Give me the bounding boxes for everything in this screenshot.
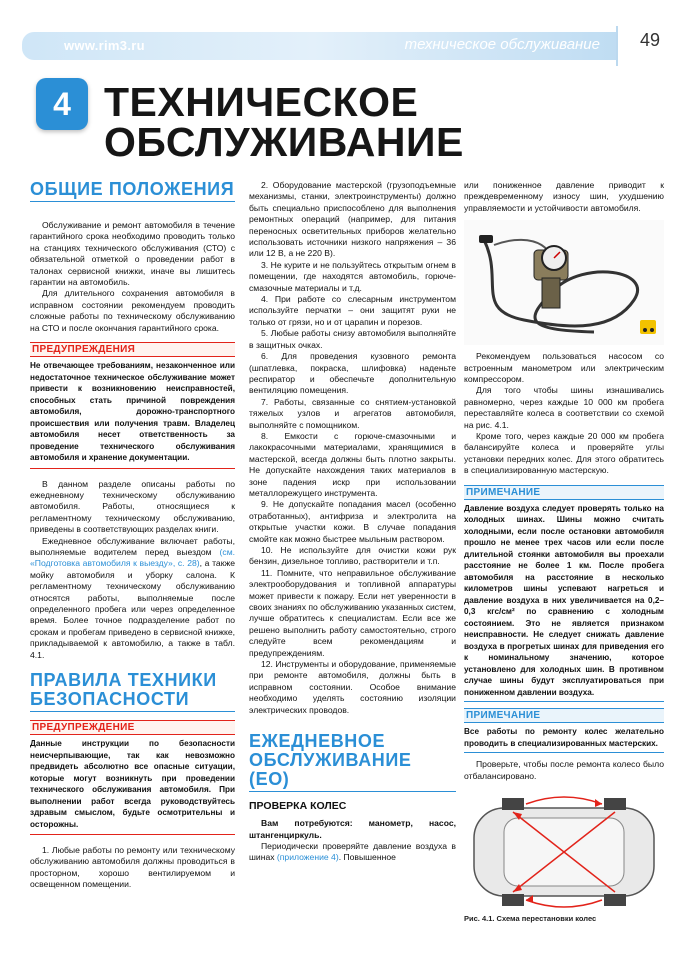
column-right xyxy=(464,180,664,923)
tire-pump-illustration xyxy=(464,220,664,345)
page-number: 49 xyxy=(639,30,660,50)
paragraph: Кроме того, через каждые 20 000 км пробега балансируйте колеса и проверяйте углы установки передних колес. Для этого обратитесь в специализированную мастерскую. xyxy=(464,431,664,476)
page-number-box xyxy=(616,26,670,66)
safety-rule: 9. Не допускайте попадания масел (особенно отработанных), антифриза и электролита на открытые участки кожи. В случае попадания смойте как можно быстрее мыльным раствором. xyxy=(249,499,456,544)
heading-general: ОБЩИЕ ПОЛОЖЕНИЯ xyxy=(30,180,235,202)
site-url[interactable]: www.rim3.ru xyxy=(64,38,145,53)
note-text: Давление воздуха следует проверять только на холодных шинах. Шины можно считать холодными, если после остановки автомобиля прошло не менее трех часов или если после длительной стоянки автомобиля вы проехали расстояние не более 1 км. После пробега автомобиля на расстояние в несколько километров шины успевают нагреться и давление воздуха в них увеличивается на 0,2–0,3 кгс/см² по сравнению с холодным состоянием. Это не является признаком неисправности. Не следует снижать давление воздуха в прогретых шинах для приведения его к номинальному значению, которое установлено для холодных шин. В противном случае шины будут эксплуатироваться при пониженном давлении воздуха. xyxy=(464,503,664,697)
wheel-rotation-illustration xyxy=(464,792,664,912)
paragraph: Проверьте, чтобы после ремонта колесо было отбалансировано. xyxy=(464,759,664,781)
tire-pump-image xyxy=(464,220,664,345)
safety-rule: 5. Любые работы снизу автомобиля выполняйте в защитных очках. xyxy=(249,328,456,350)
paragraph: В данном разделе описаны работы по ежедневному техническому обслуживанию автомобиля. Работы, относящиеся к регламентному техническому обслуживанию, приведены в соответствующих разделах книги. xyxy=(30,478,235,535)
paragraph: или пониженное давление приводит к преждевременному износу шин, ухудшению управляемости и устойчивости автомобиля. xyxy=(464,180,664,213)
wheel-rotation-diagram xyxy=(464,792,664,912)
heading-daily-maintenance: ЕЖЕДНЕВНОЕ ОБСЛУЖИВАНИЕ (ЕО) xyxy=(249,732,456,792)
safety-rule: 12. Инструменты и оборудование, применяемые при ремонте автомобиля, должны быть в исправном состоянии. Особое внимание необходимо уделять состоянию изоляции электрических проводов. xyxy=(249,659,456,715)
paragraph xyxy=(249,841,456,864)
divider xyxy=(30,834,235,835)
paragraph: Для длительного сохранения автомобиля в исправном состоянии рекомендуем проводить сложные работы по техническому обслуживанию на СТО и после окончания гарантийного срока. xyxy=(30,288,235,333)
paragraph: Рекомендуем пользоваться насосом со встроенным манометром или электрическим компрессором. xyxy=(464,351,664,385)
paragraph xyxy=(30,536,235,661)
safety-rule: 7. Работы, связанные со снятием-установкой тяжелых узлов и агрегатов автомобиля, выполняйте с помощником. xyxy=(249,396,456,430)
chapter-title-line2: ОБСЛУЖИВАНИЕ xyxy=(104,119,464,165)
appendix-link[interactable]: (приложение 4) xyxy=(276,852,339,863)
safety-rule: 10. Не используйте для очистки кожи рук бензин, дизельное топливо, растворители и т.п. xyxy=(249,545,456,567)
divider xyxy=(30,468,235,469)
paragraph-text: . Повышенное xyxy=(338,852,396,863)
column-middle xyxy=(249,180,456,864)
paragraph-text: Периодически проверяйте давление воздуха в шинах xyxy=(249,840,456,863)
safety-rule: 2. Оборудование мастерской (грузоподъемные механизмы, станки, электроинструменты) должно быть специально приспособлено для выполнения ремонтных операций (например, для питания переносных осветительных приборов желательно использовать источники низкого напряжения – 36 или 12 В, а не 220 В). xyxy=(249,180,456,259)
note-text: Все работы по ремонту колес желательно проводить в специализированных мастерских. xyxy=(464,727,664,748)
warning-heading: ПРЕДУПРЕЖДЕНИЕ xyxy=(30,720,235,735)
chapter-title xyxy=(104,79,464,165)
warning-heading: ПРЕДУПРЕЖДЕНИЯ xyxy=(30,342,235,357)
figure-caption: Рис. 4.1. Схема перестановки колес xyxy=(464,914,597,923)
chapter-number-badge: 4 xyxy=(36,78,88,130)
paragraph: 1. Любые работы по ремонту или техническому обслуживанию автомобиля должны проводиться в просторном, хорошо вентилируемом и освещенном помещении. xyxy=(30,845,235,890)
cross-reference-link[interactable]: (см. «Подготовка автомобиля к выезду», с. 28) xyxy=(30,547,235,569)
warning-text: Данные инструкции по безопасности неисчерпывающие, так как невозможно предвидеть абсолютно все опасные ситуации, которые могут возникнуть при проведении технического обслуживания автомобиля. При выполнении работ всегда руководствуйтесь здравым смыслом, будьте осмотрительны и осторожны. xyxy=(30,739,235,829)
paragraph-text: , а также мойку автомобиля и уборку салона. К регламентному техническому обслуживанию относятся работы, выполняемые после определенного пробега или через определенное время. Более точное подразделение работ по срокам и пробегам приведено в сервисной книжке, прикладываемой к автомобилю, а также в табл. 4.1. xyxy=(30,558,235,660)
paragraph-text: Ежедневное обслуживание включает работы, выполняемые водителем перед выездом xyxy=(30,535,235,557)
divider xyxy=(464,752,664,753)
paragraph: Обслуживание и ремонт автомобиля в течение гарантийного срока необходимо проводить только на станциях технического обслуживания (СТО) с обязательной отметкой о проведении работ в талонах сервисной книжки, иначе вы лишитесь гарантии на автомобиль. xyxy=(30,220,235,288)
warning-text: Не отвечающее требованиям, незаконченное или недостаточное техническое обслуживание может привести к возникновению неисправностей, способных стать причиной повреждения автомобиля, дорожно-транспортного происшествия или получения травм. Владелец автомобиля несет ответственность за проведение технического обслуживания автомобиля и хранение документации. xyxy=(30,361,235,463)
safety-rule: 11. Помните, что неправильное обслуживание электрооборудования и топливной аппаратуры может привести к пожару. Если нет уверенности в своих знаниях по обслуживанию указанных систем, лучше обратитесь к специалистам. Если все же решено выполнить работу самостоятельно, строго следуйте всем рекомендациям и предупреждениям. xyxy=(249,567,456,658)
heading-safety: ПРАВИЛА ТЕХНИКИ БЕЗОПАСНОСТИ xyxy=(30,671,235,712)
page-header-bar xyxy=(22,32,670,60)
running-section-title: техническое обслуживание xyxy=(404,36,600,53)
chapter-title-line1: ТЕХНИЧЕСКОЕ xyxy=(104,79,419,125)
safety-rule: 4. При работе со слесарным инструментом используйте перчатки – они защитят руки не только от грязи, но и от царапин и порезов. xyxy=(249,294,456,327)
note-heading: ПРИМЕЧАНИЕ xyxy=(464,485,664,500)
divider xyxy=(464,701,664,702)
note-heading: ПРИМЕЧАНИЕ xyxy=(464,708,664,723)
safety-rule: 8. Емкости с горюче-смазочными и лакокрасочными материалами, хранящимися в мастерской, всегда должны быть плотно закрыты. Не допускайте нахождения таких материалов в зоне падения искр при использовании металлорежущего инструмента. xyxy=(249,430,456,498)
safety-rule: 3. Не курите и не пользуйтесь открытым огнем в помещении, где находятся автомобиль, горюче-смазочные материалы и т.д. xyxy=(249,259,456,293)
tools-needed: Вам потребуются: манометр, насос, штангенциркуль. xyxy=(249,818,456,840)
safety-rule: 6. Для проведения кузовного ремонта (шпатлевка, покраска, шлифовка) наденьте респиратор и обеспечьте дополнительную вентиляцию помещения. xyxy=(249,351,456,396)
column-left xyxy=(30,180,235,891)
paragraph: Для того чтобы шины изнашивались равномерно, через каждые 10 000 км пробега переставляйте колеса в соответствии со схемой на рис. 4.1. xyxy=(464,385,664,430)
heading-wheel-check: ПРОВЕРКА КОЛЕС xyxy=(249,800,347,813)
